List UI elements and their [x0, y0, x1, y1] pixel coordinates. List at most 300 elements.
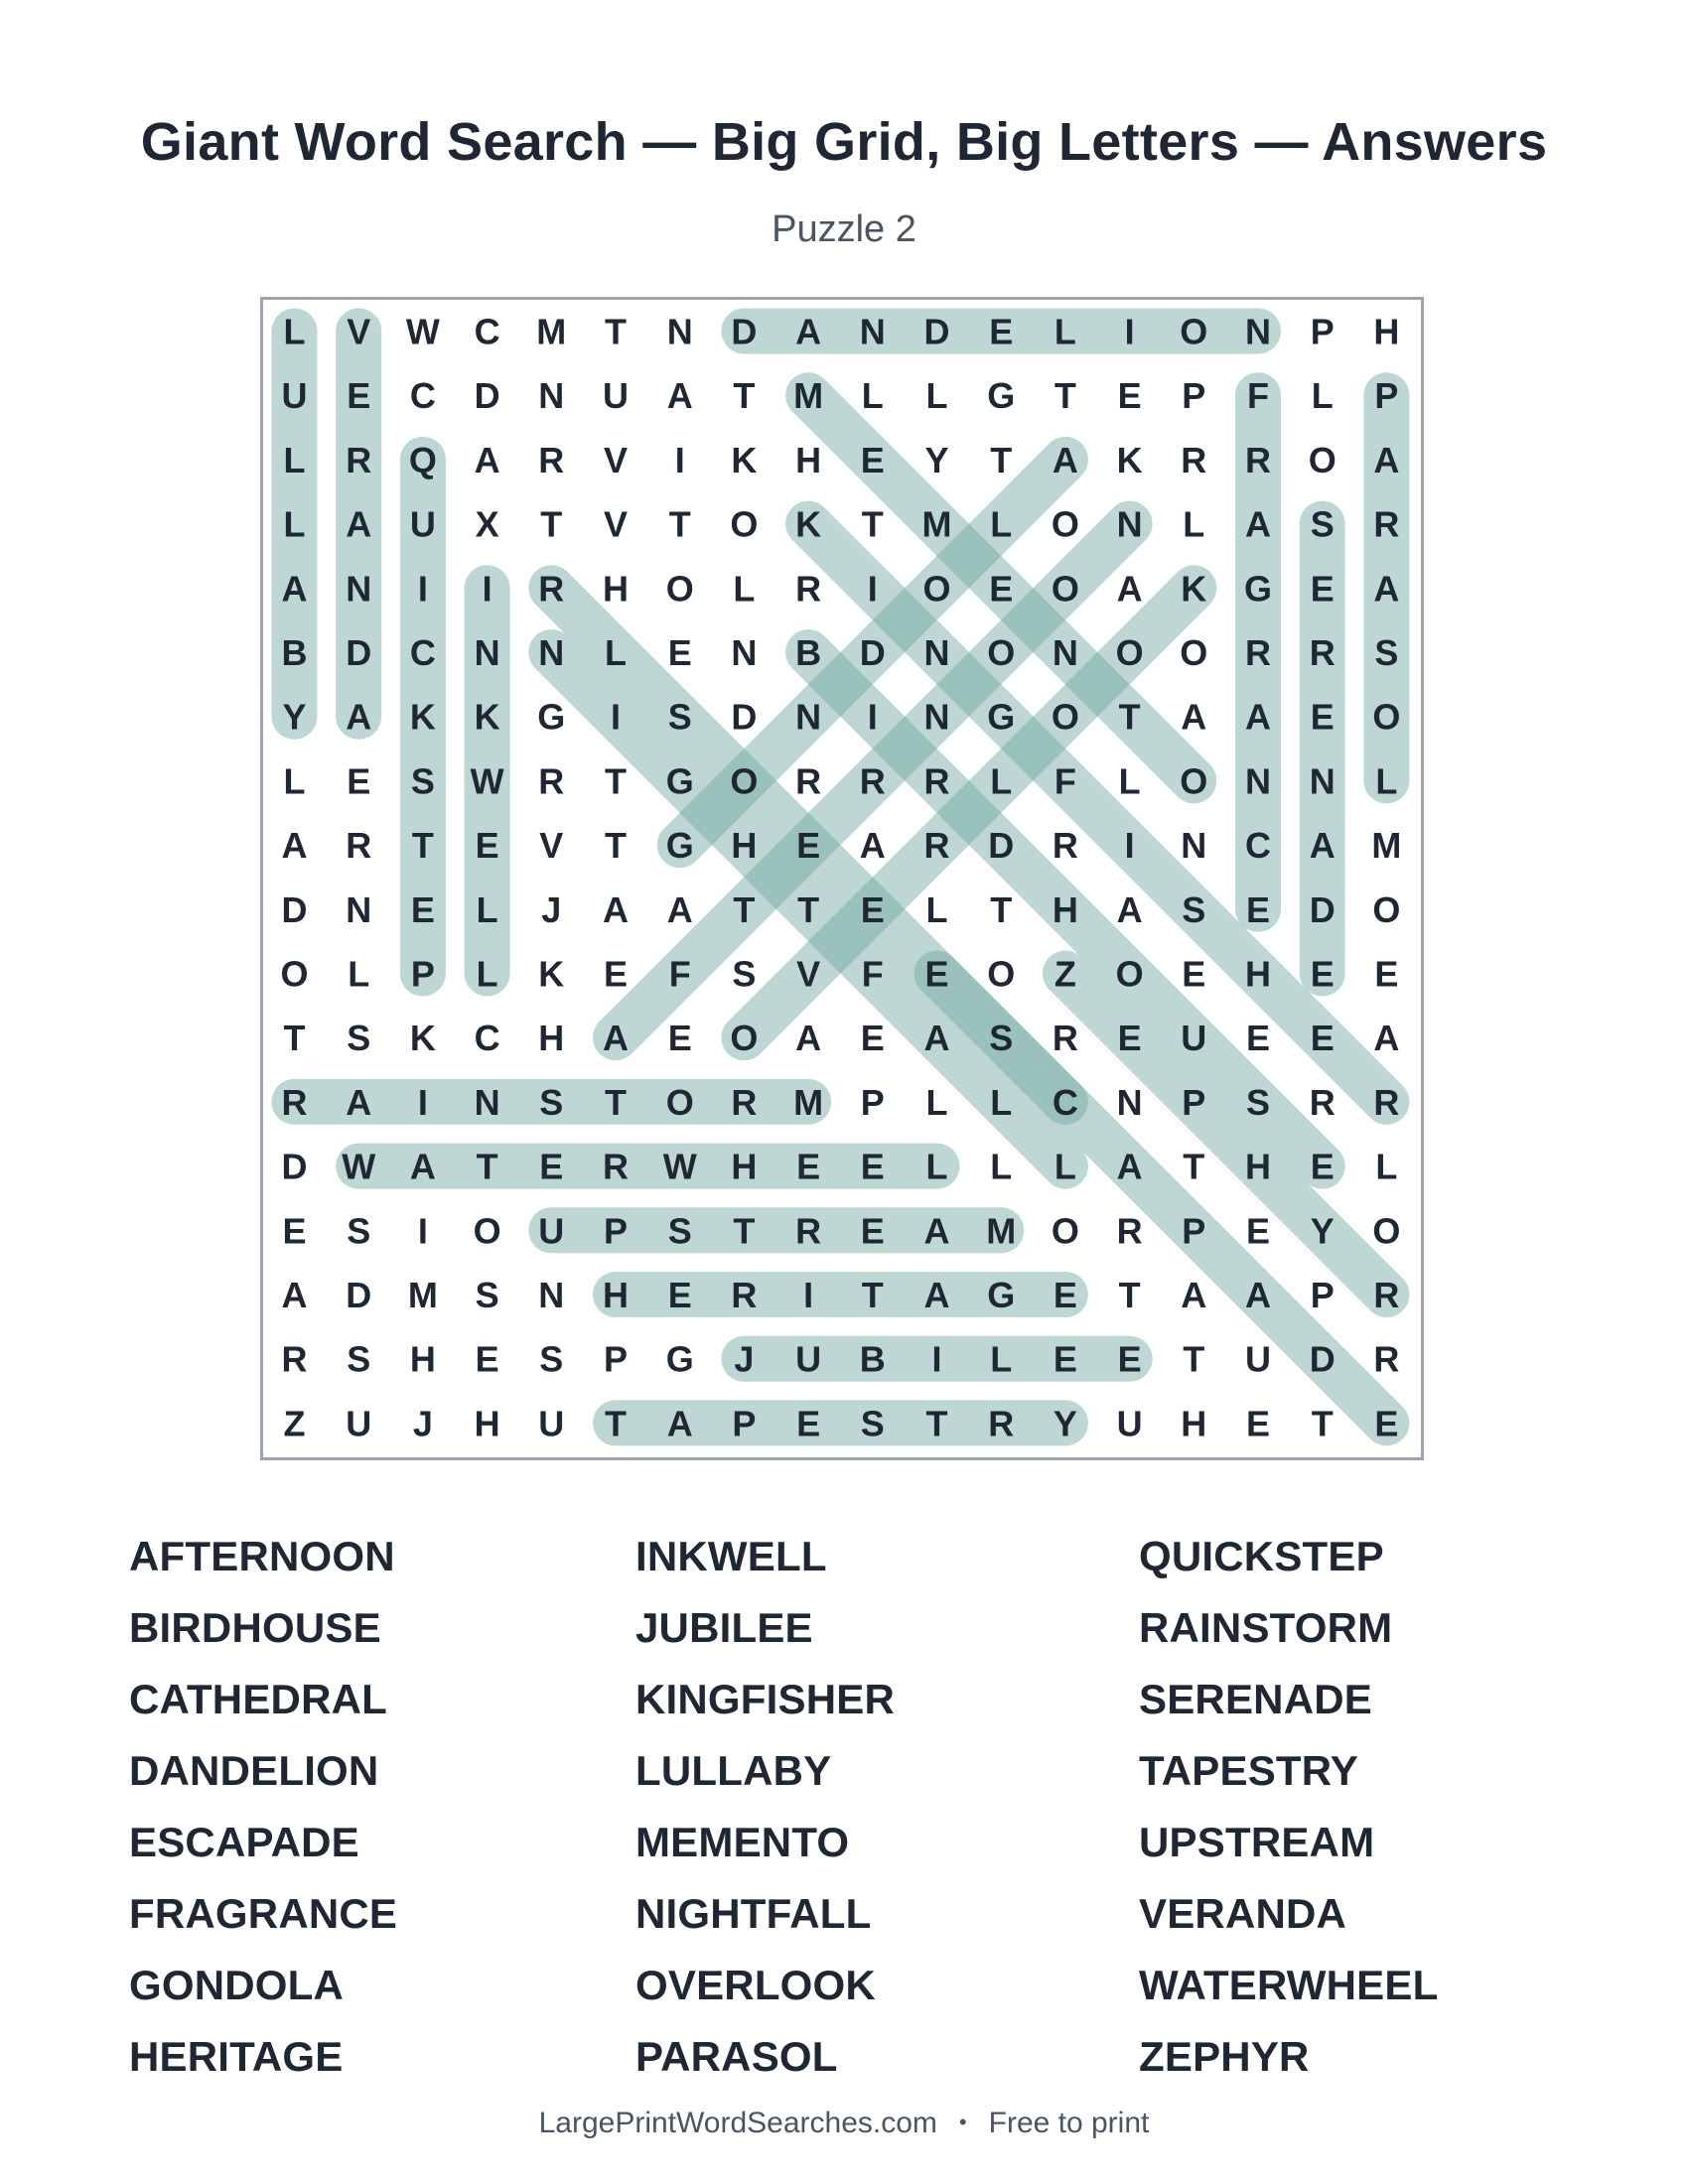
- grid-cell-letter[interactable]: I: [1124, 825, 1135, 867]
- grid-cell-letter[interactable]: N: [1181, 825, 1207, 867]
- grid-cell-letter[interactable]: N: [923, 632, 950, 673]
- grid-cell-letter[interactable]: T: [1183, 1338, 1205, 1380]
- grid-cell-letter[interactable]: E: [1245, 888, 1271, 930]
- grid-cell-letter[interactable]: N: [1309, 760, 1336, 802]
- grid-cell-letter[interactable]: S: [410, 760, 435, 802]
- grid-cell-letter[interactable]: R: [538, 568, 565, 610]
- grid-cell-letter[interactable]: P: [732, 1403, 757, 1444]
- grid-cell-letter[interactable]: E: [860, 1018, 885, 1059]
- grid-cell-letter[interactable]: A: [666, 1403, 693, 1444]
- grid-cell-letter[interactable]: I: [417, 1210, 428, 1252]
- grid-cell-letter[interactable]: A: [346, 503, 372, 545]
- grid-cell-letter[interactable]: R: [1052, 825, 1078, 867]
- grid-cell-letter[interactable]: O: [1115, 632, 1144, 673]
- grid-cell-letter[interactable]: L: [925, 1081, 948, 1123]
- grid-cell-letter[interactable]: S: [539, 1081, 564, 1123]
- grid-cell-letter[interactable]: K: [1116, 439, 1143, 480]
- grid-cell-letter[interactable]: L: [476, 953, 498, 995]
- grid-cell-letter[interactable]: A: [1373, 439, 1400, 480]
- grid-cell-letter[interactable]: P: [603, 1338, 629, 1380]
- grid-cell-letter[interactable]: A: [1245, 503, 1271, 545]
- grid-cell-letter[interactable]: E: [667, 1275, 692, 1315]
- grid-cell-letter[interactable]: A: [666, 375, 693, 417]
- grid-cell-letter[interactable]: A: [666, 888, 693, 930]
- grid-cell-letter[interactable]: T: [733, 375, 756, 417]
- grid-cell-letter[interactable]: M: [407, 1275, 438, 1315]
- grid-cell-letter[interactable]: R: [603, 1146, 629, 1187]
- grid-cell-letter[interactable]: T: [797, 888, 820, 930]
- grid-cell-letter[interactable]: I: [417, 1081, 428, 1123]
- grid-cell-letter[interactable]: N: [1245, 760, 1271, 802]
- grid-cell-letter[interactable]: L: [283, 439, 306, 480]
- grid-cell-letter[interactable]: Z: [1054, 953, 1076, 995]
- grid-cell-letter[interactable]: V: [347, 311, 371, 352]
- grid-cell-letter[interactable]: S: [667, 696, 692, 738]
- grid-cell-letter[interactable]: U: [795, 1338, 822, 1380]
- grid-cell-letter[interactable]: M: [921, 503, 952, 545]
- grid-cell-letter[interactable]: U: [1116, 1403, 1143, 1444]
- grid-cell-letter[interactable]: N: [346, 888, 372, 930]
- grid-cell-letter[interactable]: E: [667, 632, 692, 673]
- grid-cell-letter[interactable]: Y: [282, 696, 307, 738]
- grid-cell-letter[interactable]: H: [603, 568, 629, 610]
- grid-cell-letter[interactable]: G: [537, 696, 566, 738]
- grid-cell-letter[interactable]: L: [1183, 503, 1205, 545]
- grid-cell-letter[interactable]: R: [1373, 503, 1400, 545]
- grid-cell-letter[interactable]: O: [1051, 696, 1079, 738]
- grid-cell-letter[interactable]: B: [859, 1338, 886, 1380]
- grid-cell-letter[interactable]: U: [281, 375, 308, 417]
- grid-cell-letter[interactable]: A: [795, 1018, 822, 1059]
- grid-cell-letter[interactable]: R: [281, 1081, 308, 1123]
- grid-cell-letter[interactable]: A: [923, 1275, 950, 1315]
- grid-cell-letter[interactable]: O: [1115, 953, 1144, 995]
- grid-cell-letter[interactable]: J: [541, 888, 562, 930]
- grid-cell-letter[interactable]: E: [347, 375, 371, 417]
- grid-cell-letter[interactable]: A: [281, 825, 308, 867]
- grid-cell-letter[interactable]: N: [474, 632, 500, 673]
- grid-cell-letter[interactable]: F: [1247, 375, 1269, 417]
- grid-cell-letter[interactable]: L: [605, 632, 627, 673]
- grid-cell-letter[interactable]: L: [283, 503, 306, 545]
- grid-cell-letter[interactable]: R: [346, 439, 372, 480]
- grid-cell-letter[interactable]: D: [281, 1146, 308, 1187]
- grid-cell-letter[interactable]: E: [1310, 1146, 1335, 1187]
- grid-cell-letter[interactable]: L: [733, 568, 756, 610]
- grid-cell-letter[interactable]: T: [1183, 1146, 1205, 1187]
- grid-cell-letter[interactable]: S: [347, 1018, 371, 1059]
- grid-cell-letter[interactable]: T: [605, 760, 627, 802]
- grid-cell-letter[interactable]: E: [1245, 1018, 1271, 1059]
- grid-cell-letter[interactable]: U: [346, 1403, 372, 1444]
- grid-cell-letter[interactable]: N: [923, 696, 950, 738]
- grid-cell-letter[interactable]: R: [923, 825, 950, 867]
- grid-cell-letter[interactable]: T: [605, 311, 627, 352]
- grid-cell-letter[interactable]: C: [1052, 1081, 1078, 1123]
- grid-cell-letter[interactable]: W: [405, 311, 440, 352]
- grid-cell-letter[interactable]: E: [1374, 1403, 1399, 1444]
- grid-cell-letter[interactable]: E: [860, 439, 885, 480]
- grid-cell-letter[interactable]: L: [1375, 1146, 1398, 1187]
- grid-cell-letter[interactable]: A: [1373, 1018, 1400, 1059]
- grid-cell-letter[interactable]: T: [1054, 375, 1076, 417]
- grid-cell-letter[interactable]: G: [665, 760, 694, 802]
- grid-cell-letter[interactable]: I: [674, 439, 685, 480]
- grid-cell-letter[interactable]: P: [1374, 375, 1399, 417]
- grid-cell-letter[interactable]: T: [540, 503, 563, 545]
- grid-cell-letter[interactable]: H: [731, 825, 758, 867]
- grid-cell-letter[interactable]: Q: [408, 439, 437, 480]
- grid-cell-letter[interactable]: W: [662, 1146, 697, 1187]
- grid-cell-letter[interactable]: O: [1372, 696, 1401, 738]
- grid-cell-letter[interactable]: K: [731, 439, 758, 480]
- grid-cell-letter[interactable]: T: [283, 1018, 306, 1059]
- grid-cell-letter[interactable]: O: [730, 1018, 759, 1059]
- grid-cell-letter[interactable]: A: [795, 311, 822, 352]
- grid-cell-letter[interactable]: D: [859, 632, 886, 673]
- grid-cell-letter[interactable]: H: [538, 1018, 565, 1059]
- grid-cell-letter[interactable]: D: [1309, 1338, 1336, 1380]
- grid-cell-letter[interactable]: L: [348, 953, 370, 995]
- grid-cell-letter[interactable]: O: [730, 503, 759, 545]
- footer-site-link[interactable]: LargePrintWordSearches.com: [538, 2107, 937, 2139]
- grid-cell-letter[interactable]: L: [1118, 760, 1141, 802]
- grid-cell-letter[interactable]: U: [538, 1210, 565, 1252]
- grid-cell-letter[interactable]: K: [795, 503, 822, 545]
- grid-cell-letter[interactable]: X: [475, 503, 499, 545]
- grid-cell-letter[interactable]: O: [987, 632, 1016, 673]
- grid-cell-letter[interactable]: R: [1373, 1338, 1400, 1380]
- grid-cell-letter[interactable]: J: [734, 1338, 755, 1380]
- grid-cell-letter[interactable]: D: [923, 311, 950, 352]
- grid-cell-letter[interactable]: L: [925, 1146, 948, 1187]
- grid-cell-letter[interactable]: E: [1310, 696, 1335, 738]
- grid-cell-letter[interactable]: E: [1182, 953, 1206, 995]
- grid-cell-letter[interactable]: L: [925, 375, 948, 417]
- grid-cell-letter[interactable]: A: [1181, 1275, 1207, 1315]
- grid-cell-letter[interactable]: S: [989, 1018, 1014, 1059]
- grid-cell-letter[interactable]: A: [1181, 696, 1207, 738]
- grid-cell-letter[interactable]: E: [1310, 568, 1335, 610]
- grid-cell-letter[interactable]: O: [1308, 439, 1336, 480]
- grid-cell-letter[interactable]: R: [1309, 1081, 1336, 1123]
- grid-cell-letter[interactable]: O: [730, 760, 759, 802]
- grid-cell-letter[interactable]: S: [1182, 888, 1206, 930]
- grid-cell-letter[interactable]: A: [923, 1018, 950, 1059]
- grid-cell-letter[interactable]: L: [283, 311, 306, 352]
- grid-cell-letter[interactable]: L: [283, 760, 306, 802]
- grid-cell-letter[interactable]: L: [1054, 311, 1076, 352]
- grid-cell-letter[interactable]: R: [1116, 1210, 1143, 1252]
- grid-cell-letter[interactable]: N: [1245, 311, 1271, 352]
- grid-cell-letter[interactable]: E: [860, 1146, 885, 1187]
- grid-cell-letter[interactable]: S: [1374, 632, 1399, 673]
- grid-cell-letter[interactable]: U: [409, 503, 436, 545]
- grid-cell-letter[interactable]: T: [733, 888, 756, 930]
- grid-cell-letter[interactable]: H: [474, 1403, 500, 1444]
- grid-cell-letter[interactable]: R: [538, 760, 565, 802]
- grid-cell-letter[interactable]: J: [412, 1403, 433, 1444]
- grid-cell-letter[interactable]: E: [410, 888, 435, 930]
- grid-cell-letter[interactable]: C: [474, 311, 500, 352]
- grid-cell-letter[interactable]: L: [990, 760, 1013, 802]
- grid-cell-letter[interactable]: E: [989, 311, 1014, 352]
- grid-cell-letter[interactable]: I: [867, 696, 878, 738]
- grid-cell-letter[interactable]: A: [603, 1018, 629, 1059]
- grid-cell-letter[interactable]: T: [1118, 696, 1141, 738]
- grid-cell-letter[interactable]: T: [990, 888, 1013, 930]
- grid-cell-letter[interactable]: L: [990, 503, 1013, 545]
- grid-cell-letter[interactable]: S: [667, 1210, 692, 1252]
- grid-cell-letter[interactable]: N: [1116, 503, 1143, 545]
- grid-cell-letter[interactable]: P: [603, 1210, 629, 1252]
- grid-cell-letter[interactable]: O: [922, 568, 951, 610]
- grid-cell-letter[interactable]: T: [925, 1403, 948, 1444]
- grid-cell-letter[interactable]: T: [861, 1275, 884, 1315]
- grid-cell-letter[interactable]: A: [859, 825, 886, 867]
- grid-cell-letter[interactable]: I: [610, 696, 622, 738]
- grid-cell-letter[interactable]: E: [667, 1018, 692, 1059]
- grid-cell-letter[interactable]: E: [1374, 953, 1399, 995]
- grid-cell-letter[interactable]: N: [731, 632, 758, 673]
- grid-cell-letter[interactable]: G: [1243, 568, 1273, 610]
- grid-cell-letter[interactable]: D: [731, 696, 758, 738]
- grid-cell-letter[interactable]: T: [476, 1146, 498, 1187]
- grid-cell-letter[interactable]: E: [539, 1146, 564, 1187]
- grid-cell-letter[interactable]: N: [474, 1081, 500, 1123]
- grid-cell-letter[interactable]: O: [1372, 1210, 1401, 1252]
- grid-cell-letter[interactable]: O: [1051, 568, 1079, 610]
- grid-cell-letter[interactable]: I: [417, 568, 428, 610]
- grid-cell-letter[interactable]: C: [409, 375, 436, 417]
- grid-cell-letter[interactable]: N: [795, 696, 822, 738]
- grid-cell-letter[interactable]: K: [538, 953, 565, 995]
- grid-cell-letter[interactable]: F: [861, 953, 884, 995]
- grid-cell-letter[interactable]: E: [796, 1403, 821, 1444]
- grid-cell-letter[interactable]: A: [1116, 888, 1143, 930]
- grid-cell-letter[interactable]: Y: [1053, 1403, 1077, 1444]
- grid-cell-letter[interactable]: V: [603, 503, 629, 545]
- grid-cell-letter[interactable]: L: [1375, 760, 1398, 802]
- grid-cell-letter[interactable]: T: [733, 1210, 756, 1252]
- grid-cell-letter[interactable]: H: [1245, 1146, 1271, 1187]
- grid-cell-letter[interactable]: O: [665, 568, 694, 610]
- grid-cell-letter[interactable]: R: [1052, 1018, 1078, 1059]
- grid-cell-letter[interactable]: D: [1309, 888, 1336, 930]
- grid-cell-letter[interactable]: T: [990, 439, 1013, 480]
- grid-cell-letter[interactable]: E: [347, 760, 371, 802]
- grid-cell-letter[interactable]: W: [342, 1146, 376, 1187]
- grid-cell-letter[interactable]: I: [1124, 311, 1135, 352]
- grid-cell-letter[interactable]: N: [538, 1275, 565, 1315]
- grid-cell-letter[interactable]: R: [1373, 1081, 1400, 1123]
- grid-cell-letter[interactable]: K: [1181, 568, 1207, 610]
- grid-cell-letter[interactable]: L: [990, 1081, 1013, 1123]
- grid-cell-letter[interactable]: B: [795, 632, 822, 673]
- grid-cell-letter[interactable]: P: [1310, 311, 1335, 352]
- grid-cell-letter[interactable]: I: [931, 1338, 942, 1380]
- grid-cell-letter[interactable]: N: [538, 375, 565, 417]
- grid-cell-letter[interactable]: L: [925, 888, 948, 930]
- grid-cell-letter[interactable]: O: [1051, 1210, 1079, 1252]
- grid-cell-letter[interactable]: U: [603, 375, 629, 417]
- grid-cell-letter[interactable]: T: [411, 825, 434, 867]
- grid-cell-letter[interactable]: R: [1181, 439, 1207, 480]
- grid-cell-letter[interactable]: R: [795, 760, 822, 802]
- grid-cell-letter[interactable]: A: [1309, 825, 1336, 867]
- grid-cell-letter[interactable]: R: [281, 1338, 308, 1380]
- grid-cell-letter[interactable]: V: [539, 825, 564, 867]
- grid-cell-letter[interactable]: F: [1054, 760, 1076, 802]
- grid-cell-letter[interactable]: R: [1245, 632, 1271, 673]
- grid-cell-letter[interactable]: A: [346, 1081, 372, 1123]
- grid-cell-letter[interactable]: L: [990, 1146, 1013, 1187]
- grid-cell-letter[interactable]: G: [987, 375, 1016, 417]
- grid-cell-letter[interactable]: I: [803, 1275, 814, 1315]
- grid-cell-letter[interactable]: T: [605, 825, 627, 867]
- grid-cell-letter[interactable]: E: [1245, 1403, 1271, 1444]
- grid-cell-letter[interactable]: Z: [283, 1403, 306, 1444]
- grid-cell-letter[interactable]: V: [796, 953, 821, 995]
- grid-cell-letter[interactable]: S: [1245, 1081, 1271, 1123]
- grid-cell-letter[interactable]: O: [987, 953, 1016, 995]
- grid-cell-letter[interactable]: G: [987, 696, 1016, 738]
- grid-cell-letter[interactable]: S: [539, 1338, 564, 1380]
- grid-cell-letter[interactable]: T: [605, 1403, 627, 1444]
- grid-cell-letter[interactable]: C: [409, 632, 436, 673]
- grid-cell-letter[interactable]: P: [1182, 375, 1206, 417]
- grid-cell-letter[interactable]: E: [282, 1210, 307, 1252]
- grid-cell-letter[interactable]: A: [281, 568, 308, 610]
- grid-cell-letter[interactable]: H: [1181, 1403, 1207, 1444]
- grid-cell-letter[interactable]: D: [988, 825, 1015, 867]
- grid-cell-letter[interactable]: U: [1245, 1338, 1271, 1380]
- grid-cell-letter[interactable]: R: [795, 1210, 822, 1252]
- grid-cell-letter[interactable]: L: [476, 888, 498, 930]
- grid-cell-letter[interactable]: N: [1116, 1081, 1143, 1123]
- grid-cell-letter[interactable]: G: [665, 825, 694, 867]
- grid-cell-letter[interactable]: A: [1116, 1146, 1143, 1187]
- grid-cell-letter[interactable]: E: [603, 953, 629, 995]
- grid-cell-letter[interactable]: K: [409, 696, 436, 738]
- grid-cell-letter[interactable]: N: [1052, 632, 1078, 673]
- grid-cell-letter[interactable]: H: [795, 439, 822, 480]
- grid-cell-letter[interactable]: D: [474, 375, 500, 417]
- grid-cell-letter[interactable]: O: [473, 1210, 501, 1252]
- grid-cell-letter[interactable]: A: [1116, 568, 1143, 610]
- grid-cell-letter[interactable]: M: [536, 311, 567, 352]
- grid-cell-letter[interactable]: E: [1053, 1275, 1077, 1315]
- grid-cell-letter[interactable]: N: [538, 632, 565, 673]
- grid-cell-letter[interactable]: M: [793, 375, 824, 417]
- grid-cell-letter[interactable]: R: [1309, 632, 1336, 673]
- grid-cell-letter[interactable]: A: [409, 1146, 436, 1187]
- grid-cell-letter[interactable]: M: [1371, 825, 1402, 867]
- grid-cell-letter[interactable]: C: [1245, 825, 1271, 867]
- grid-cell-letter[interactable]: A: [1052, 439, 1078, 480]
- grid-cell-letter[interactable]: E: [475, 825, 499, 867]
- grid-cell-letter[interactable]: S: [347, 1338, 371, 1380]
- grid-cell-letter[interactable]: F: [668, 953, 691, 995]
- grid-cell-letter[interactable]: R: [859, 760, 886, 802]
- grid-cell-letter[interactable]: A: [1245, 1275, 1271, 1315]
- grid-cell-letter[interactable]: E: [989, 568, 1014, 610]
- grid-cell-letter[interactable]: S: [860, 1403, 885, 1444]
- grid-cell-letter[interactable]: R: [1373, 1275, 1400, 1315]
- grid-cell-letter[interactable]: O: [1051, 503, 1079, 545]
- grid-cell-letter[interactable]: A: [474, 439, 500, 480]
- grid-cell-letter[interactable]: O: [280, 953, 309, 995]
- grid-cell-letter[interactable]: E: [1117, 1018, 1142, 1059]
- grid-cell-letter[interactable]: H: [1052, 888, 1078, 930]
- grid-cell-letter[interactable]: L: [861, 375, 884, 417]
- grid-cell-letter[interactable]: M: [986, 1210, 1017, 1252]
- grid-cell-letter[interactable]: E: [475, 1338, 499, 1380]
- grid-cell-letter[interactable]: S: [1310, 503, 1335, 545]
- grid-cell-letter[interactable]: B: [281, 632, 308, 673]
- grid-cell-letter[interactable]: T: [1311, 1403, 1334, 1444]
- grid-cell-letter[interactable]: D: [346, 632, 372, 673]
- grid-cell-letter[interactable]: R: [923, 760, 950, 802]
- grid-cell-letter[interactable]: D: [281, 888, 308, 930]
- grid-cell-letter[interactable]: H: [409, 1338, 436, 1380]
- grid-cell-letter[interactable]: P: [860, 1081, 885, 1123]
- grid-cell-letter[interactable]: D: [346, 1275, 372, 1315]
- grid-cell-letter[interactable]: O: [1372, 888, 1401, 930]
- grid-cell-letter[interactable]: C: [474, 1018, 500, 1059]
- grid-cell-letter[interactable]: D: [731, 311, 758, 352]
- grid-cell-letter[interactable]: P: [410, 953, 435, 995]
- grid-cell-letter[interactable]: K: [474, 696, 500, 738]
- grid-cell-letter[interactable]: H: [731, 1146, 758, 1187]
- grid-cell-letter[interactable]: H: [1373, 311, 1400, 352]
- grid-cell-letter[interactable]: A: [281, 1275, 308, 1315]
- grid-cell-letter[interactable]: N: [346, 568, 372, 610]
- grid-cell-letter[interactable]: E: [860, 1210, 885, 1252]
- grid-cell-letter[interactable]: Y: [924, 439, 949, 480]
- grid-cell-letter[interactable]: L: [990, 1338, 1013, 1380]
- grid-cell-letter[interactable]: P: [1182, 1210, 1206, 1252]
- grid-cell-letter[interactable]: H: [1245, 953, 1271, 995]
- grid-cell-letter[interactable]: S: [347, 1210, 371, 1252]
- grid-cell-letter[interactable]: E: [1117, 1338, 1142, 1380]
- grid-cell-letter[interactable]: T: [861, 503, 884, 545]
- grid-cell-letter[interactable]: A: [346, 696, 372, 738]
- grid-cell-letter[interactable]: R: [988, 1403, 1015, 1444]
- grid-cell-letter[interactable]: E: [1310, 1018, 1335, 1059]
- grid-cell-letter[interactable]: T: [668, 503, 691, 545]
- grid-cell-letter[interactable]: O: [1180, 632, 1208, 673]
- grid-cell-letter[interactable]: O: [665, 1081, 694, 1123]
- grid-cell-letter[interactable]: E: [796, 1146, 821, 1187]
- grid-cell-letter[interactable]: R: [731, 1081, 758, 1123]
- grid-cell-letter[interactable]: P: [1182, 1081, 1206, 1123]
- grid-cell-letter[interactable]: U: [538, 1403, 565, 1444]
- grid-cell-letter[interactable]: L: [1054, 1146, 1076, 1187]
- grid-cell-letter[interactable]: E: [1117, 375, 1142, 417]
- grid-cell-letter[interactable]: R: [795, 568, 822, 610]
- grid-cell-letter[interactable]: R: [1245, 439, 1271, 480]
- grid-cell-letter[interactable]: T: [1118, 1275, 1141, 1315]
- grid-cell-letter[interactable]: O: [1180, 311, 1208, 352]
- grid-cell-letter[interactable]: A: [1373, 568, 1400, 610]
- grid-cell-letter[interactable]: T: [605, 1081, 627, 1123]
- grid-cell-letter[interactable]: O: [1180, 760, 1208, 802]
- grid-cell-letter[interactable]: E: [1245, 1210, 1271, 1252]
- grid-cell-letter[interactable]: E: [860, 888, 885, 930]
- grid-cell-letter[interactable]: E: [796, 825, 821, 867]
- grid-cell-letter[interactable]: I: [867, 568, 878, 610]
